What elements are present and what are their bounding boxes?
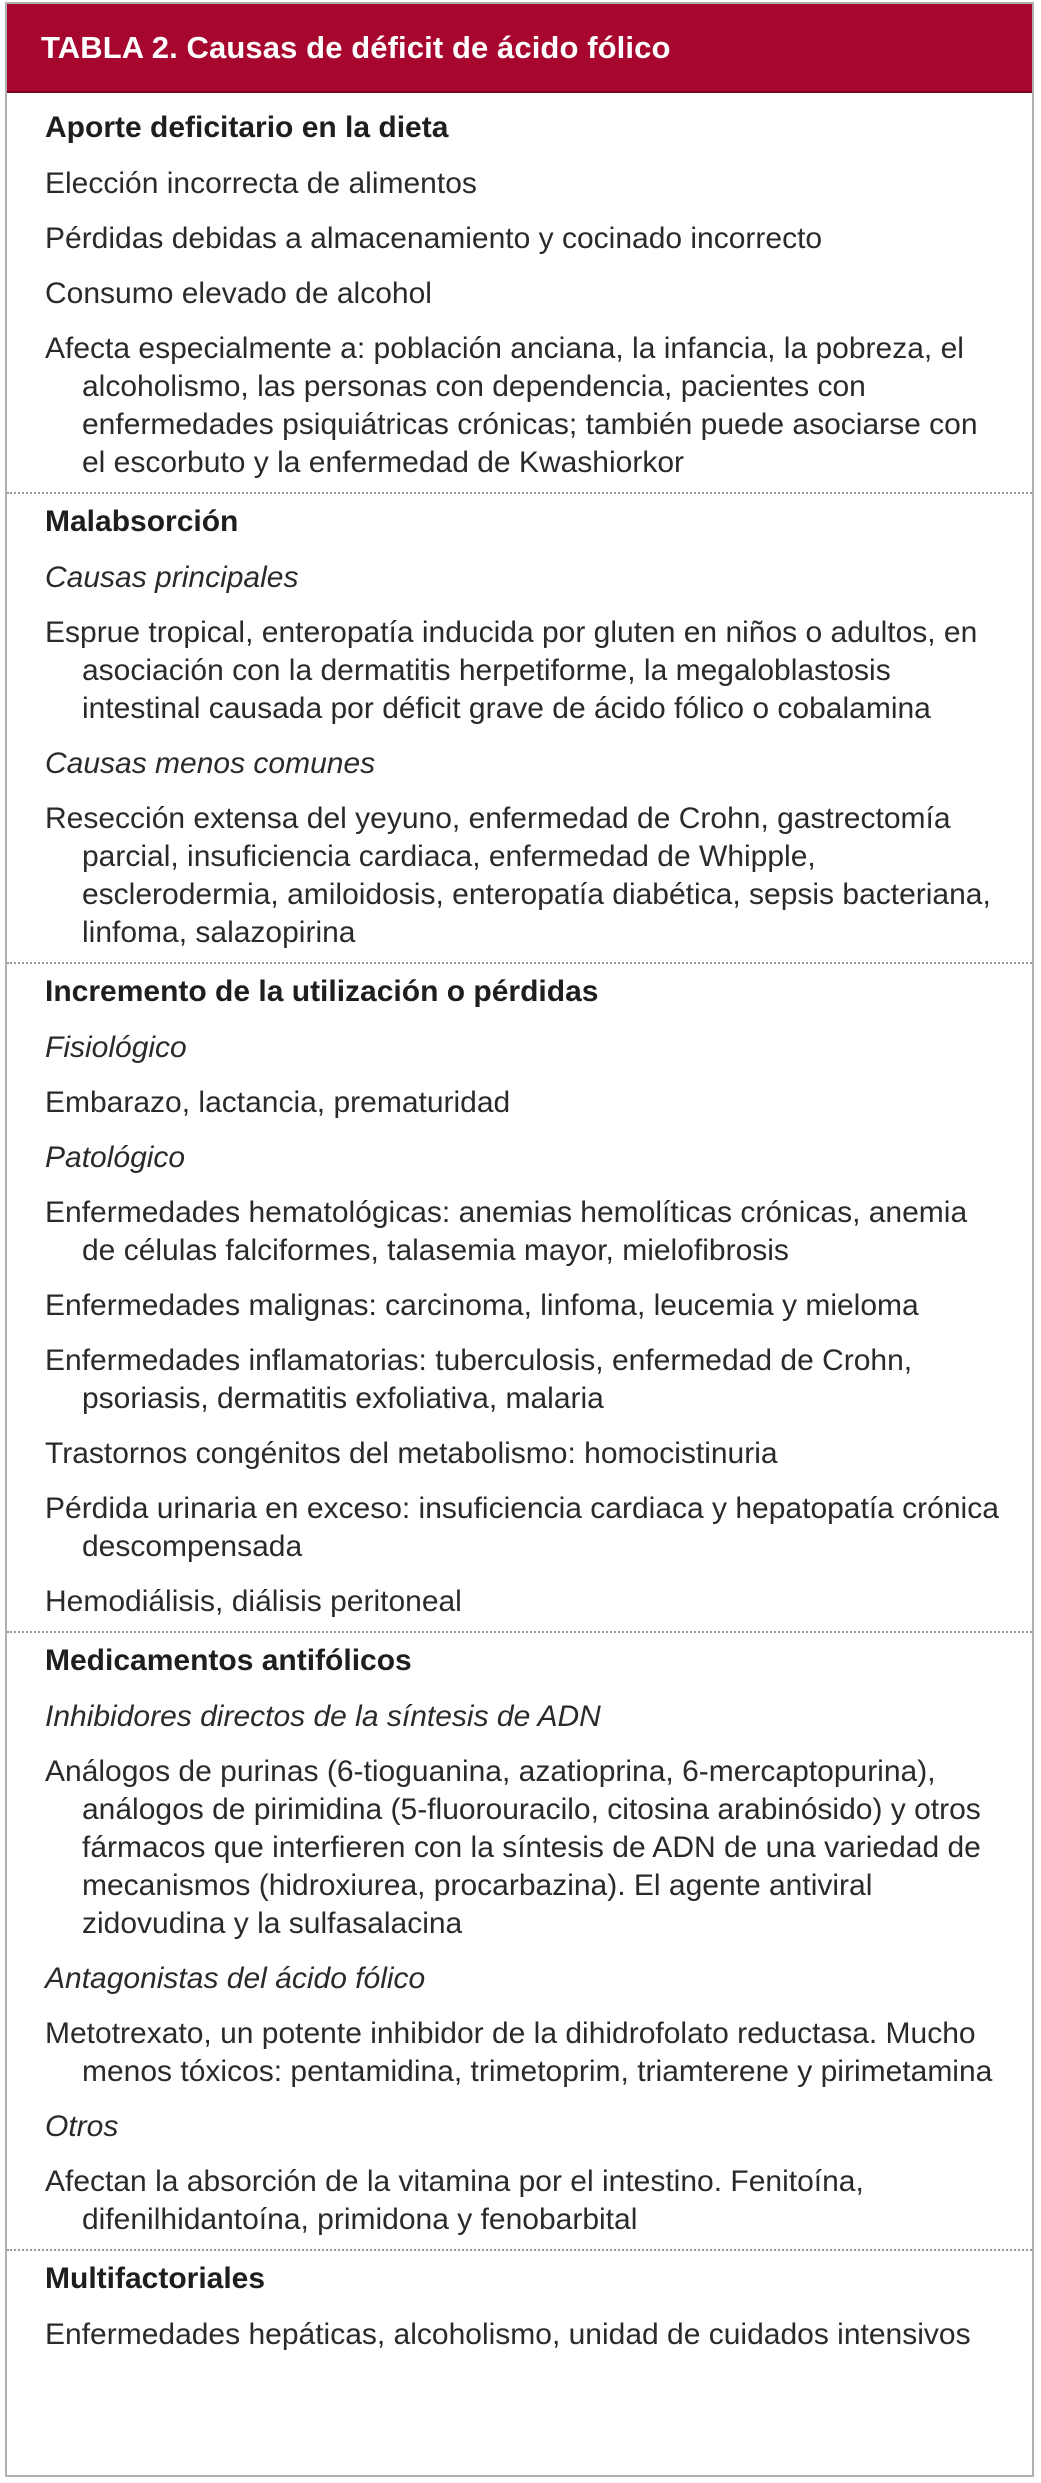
folate-deficiency-table	[5, 2, 1034, 2477]
section-title: Multifactoriales	[45, 2262, 266, 2295]
section-title: Medicamentos antifólicos	[45, 1644, 412, 1677]
table-section	[7, 109, 1032, 494]
cause-item: Afecta especialmente a: población anciana, la infancia, la pobreza, el alcoholismo, las personas con dependencia, pacientes con enfermedades psiquiátricas crónicas; también puede asociarse con el escorbuto y la enfermedad de Kwashiorkor	[45, 332, 978, 479]
table-section	[7, 973, 1032, 1633]
cause-item: Afectan la absorción de la vitamina por el intestino. Fenitoína, difenilhidantoína, primidona y fenobarbital	[45, 2165, 864, 2236]
cause-item: Pérdidas debidas a almacenamiento y cocinado incorrecto	[45, 222, 823, 255]
cause-item: Embarazo, lactancia, prematuridad	[45, 1086, 511, 1119]
cause-item: Enfermedades malignas: carcinoma, linfoma, leucemia y mieloma	[45, 1289, 919, 1322]
table-section	[7, 503, 1032, 964]
subsection-heading: Patológico	[45, 1141, 186, 1174]
subsection-heading: Inhibidores directos de la síntesis de ADN	[45, 1700, 601, 1733]
section-title: Malabsorción	[45, 505, 239, 538]
subsection-heading: Otros	[45, 2110, 119, 2143]
subsection-heading: Fisiológico	[45, 1031, 187, 1064]
cause-item: Esprue tropical, enteropatía inducida por gluten en niños o adultos, en asociación con la dermatitis herpetiforme, la megaloblastosis intestinal causada por déficit grave de ácido fólico o cobalamina	[45, 616, 978, 725]
subsection-heading: Causas menos comunes	[45, 747, 376, 780]
cause-item: Pérdida urinaria en exceso: insuficiencia cardiaca y hepatopatía crónica descompensada	[45, 1492, 999, 1563]
cause-item: Consumo elevado de alcohol	[45, 277, 432, 310]
section-title: Incremento de la utilización o pérdidas	[45, 975, 599, 1008]
cause-item: Resección extensa del yeyuno, enfermedad de Crohn, gastrectomía parcial, insuficiencia cardiaca, enfermedad de Whipple, esclerodermia, amiloidosis, enteropatía diabética, sepsis bacteriana, linfoma, salazopirina	[45, 802, 991, 949]
cause-item: Análogos de purinas (6-tioguanina, azatioprina, 6-mercaptopurina), análogos de pirimidina (5-fluorouracilo, citosina arabinósido) y otros fármacos que interfieren con la síntesis de ADN de una variedad de mecanismos (hidroxiurea, procarbazina). El agente antiviral zidovudina y la sulfasalacina	[45, 1755, 981, 1940]
cause-item: Hemodiálisis, diálisis peritoneal	[45, 1585, 462, 1618]
table-title: TABLA 2. Causas de déficit de ácido fólico	[7, 4, 1032, 93]
cause-item: Elección incorrecta de alimentos	[45, 167, 477, 200]
cause-item: Enfermedades hematológicas: anemias hemolíticas crónicas, anemia de células falciformes, talasemia mayor, mielofibrosis	[45, 1196, 968, 1267]
cause-item: Enfermedades hepáticas, alcoholismo, unidad de cuidados intensivos	[45, 2318, 971, 2351]
table-section	[7, 2260, 1032, 2364]
subsection-heading: Causas principales	[45, 561, 299, 594]
cause-item: Trastornos congénitos del metabolismo: homocistinuria	[45, 1437, 778, 1470]
table-body	[7, 93, 1032, 2364]
section-title: Aporte deficitario en la dieta	[45, 111, 449, 144]
cause-item: Enfermedades inflamatorias: tuberculosis, enfermedad de Crohn, psoriasis, dermatitis exfoliativa, malaria	[45, 1344, 913, 1415]
subsection-heading: Antagonistas del ácido fólico	[45, 1962, 426, 1995]
cause-item: Metotrexato, un potente inhibidor de la dihidrofolato reductasa. Mucho menos tóxicos: pentamidina, trimetoprim, triamterene y pirimetamina	[45, 2017, 993, 2088]
table-section	[7, 1642, 1032, 2251]
